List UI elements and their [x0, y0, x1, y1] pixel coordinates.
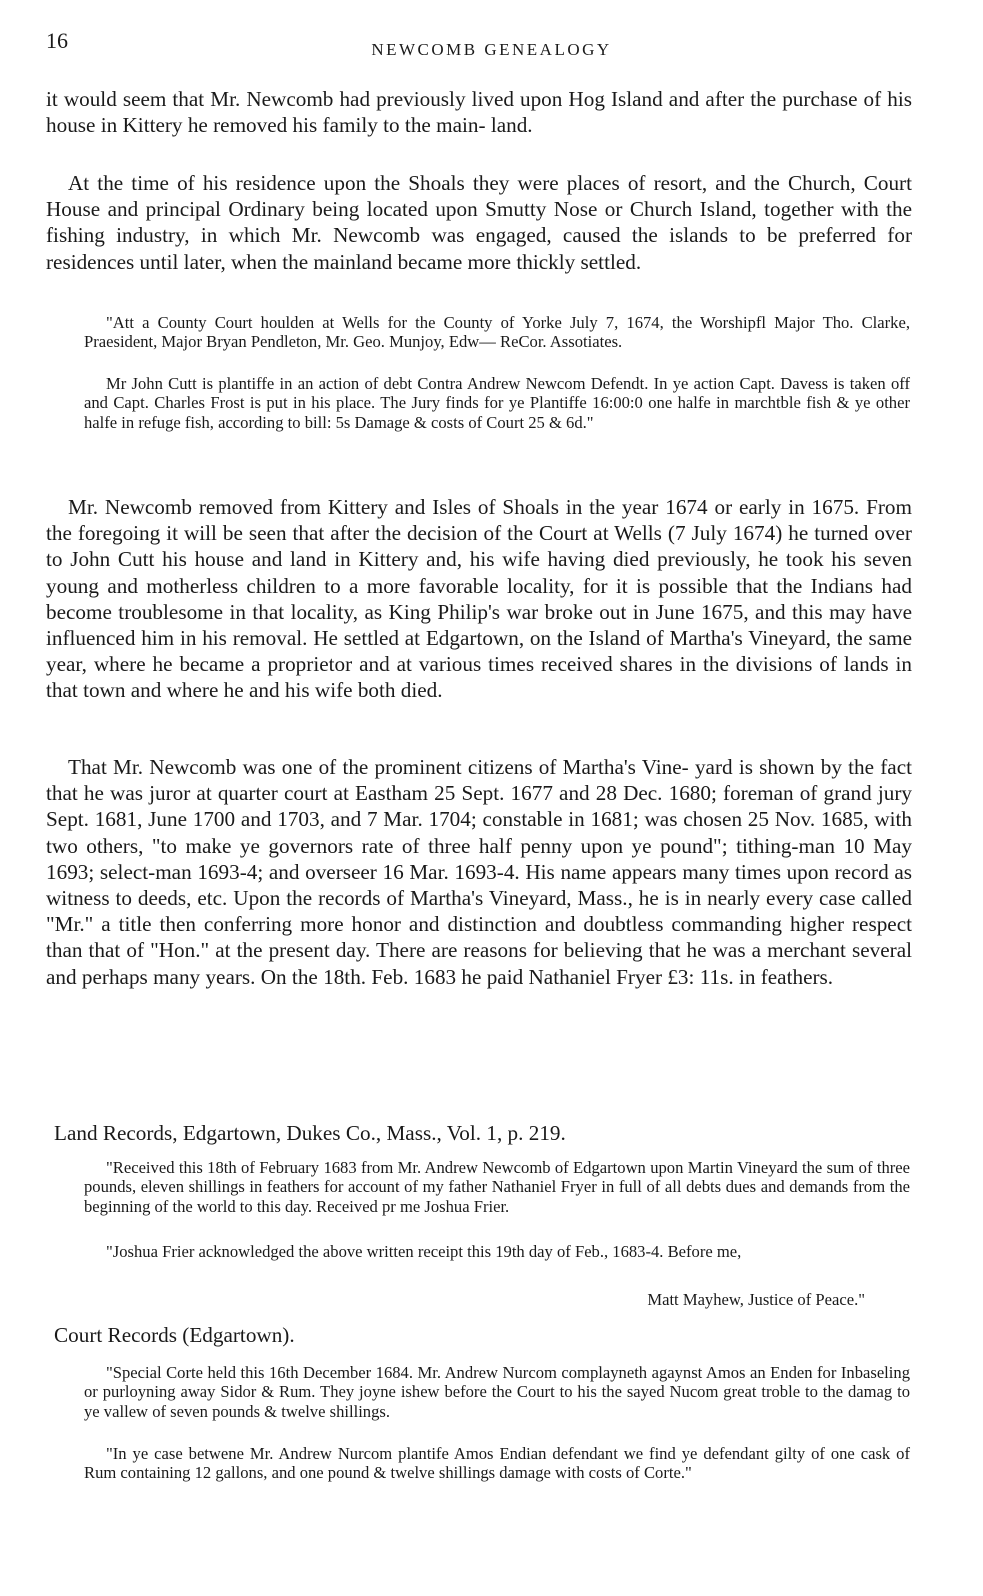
- body-paragraph: That Mr. Newcomb was one of the prominent citizens of Martha's Vine- yard is shown by the fact that he was juror at quarter court at Eastham 25 Sept. 1677 and 28 Dec. 1680; foreman of grand jury Sept. 1681, June 1700 and 1703, and 7 Mar. 1704; constable in 1681; was chosen 25 Nov. 1685, with two others, "to make ye governors rate of three half penny upon ye pound"; tithing-man 10 May 1693; select-man 1693-4; and overseer 16 Mar. 1693-4. His name appears many times upon record as witness to deeds, etc. Upon the records of Martha's Vineyard, Mass., he is in nearly every case called "Mr." a title then conferring more honor and distinction and doubtless commanding higher respect than that of "Hon." at the present day. There are reasons for believing that he was a merchant several and perhaps many years. On the 18th. Feb. 1683 he paid Nathaniel Fryer £3: 11s. in feathers.: [46, 755, 912, 989]
- block-quote-paragraph: "Joshua Frier acknowledged the above written receipt this 19th day of Feb., 1683-4. Before me,: [106, 1242, 742, 1261]
- signature-line: Matt Mayhew, Justice of Peace.": [647, 1290, 865, 1309]
- body-paragraph: Mr. Newcomb removed from Kittery and Isles of Shoals in the year 1674 or early in 1675. From the foregoing it will be seen that after the decision of the Court at Wells (7 July 1674) he turned over to John Cutt his house and land in Kittery and, his wife having died previously, he took his seven young and motherless children to a more favorable locality, for it is possible that the Indians had become troublesome in that locality, as King Philip's war broke out in June 1675, and this may have influenced him in his removal. He settled at Edgartown, on the Island of Martha's Vineyard, the same year, where he became a proprietor and at various times received shares in the divisions of lands in that town and where he and his wife both died.: [46, 495, 912, 703]
- section-heading: Court Records (Edgartown).: [54, 1323, 295, 1347]
- body-paragraph: At the time of his residence upon the Shoals they were places of resort, and the Church, Court House and principal Ordinary being located upon Smutty Nose or Church Island, together with the fishing industry, in which Mr. Newcomb was engaged, caused the islands to be preferred for residences until later, when the mainland became more thickly settled.: [46, 171, 912, 274]
- block-quote-paragraph: "In ye case betwene Mr. Andrew Nurcom plantife Amos Endian defendant we find ye defendant gilty of one cask of Rum containing 12 gallons, and one pound & twelve shillings damage with costs of Corte.": [84, 1444, 910, 1483]
- block-quote-paragraph: "Received this 18th of February 1683 from Mr. Andrew Newcomb of Edgartown upon Martin Vineyard the sum of three pounds, eleven shillings in feathers for account of my father Nathaniel Fryer in full of all debts dues and demands from the beginning of the world to this day. Received pr me Joshua Frier.: [84, 1158, 910, 1216]
- body-paragraph: it would seem that Mr. Newcomb had previously lived upon Hog Island and after the purchase of his house in Kittery he removed his family to the main- land.: [46, 87, 912, 138]
- block-quote-paragraph: Mr John Cutt is plantiffe in an action of debt Contra Andrew Newcom Defendt. In ye action Capt. Davess is taken off and Capt. Charles Frost is put in his place. The Jury finds for ye Plantiffe 16:00:0 one halfe in marchtble fish & ye other halfe in refuge fish, according to bill: 5s Damage & costs of Court 25 & 6d.": [84, 374, 910, 432]
- block-quote-paragraph: "Special Corte held this 16th December 1684. Mr. Andrew Nurcom complayneth agaynst Amos an Enden for Inbaseling or purloyning away Sidor & Rum. They joyne ishew before the Court to his the sayed Nucom great troble to the damag to ye vallew of seven pounds & twelve shillings.: [84, 1363, 910, 1421]
- running-head: NEWCOMB GENEALOGY: [371, 40, 612, 59]
- page-number: 16: [46, 28, 68, 53]
- block-quote-paragraph: "Att a County Court houlden at Wells for the County of Yorke July 7, 1674, the Worshipfl Major Tho. Clarke, Praesident, Major Bryan Pendleton, Mr. Geo. Munjoy, Edw— ReCor. Assotiates.: [84, 313, 910, 352]
- section-heading: Land Records, Edgartown, Dukes Co., Mass., Vol. 1, p. 219.: [54, 1121, 566, 1145]
